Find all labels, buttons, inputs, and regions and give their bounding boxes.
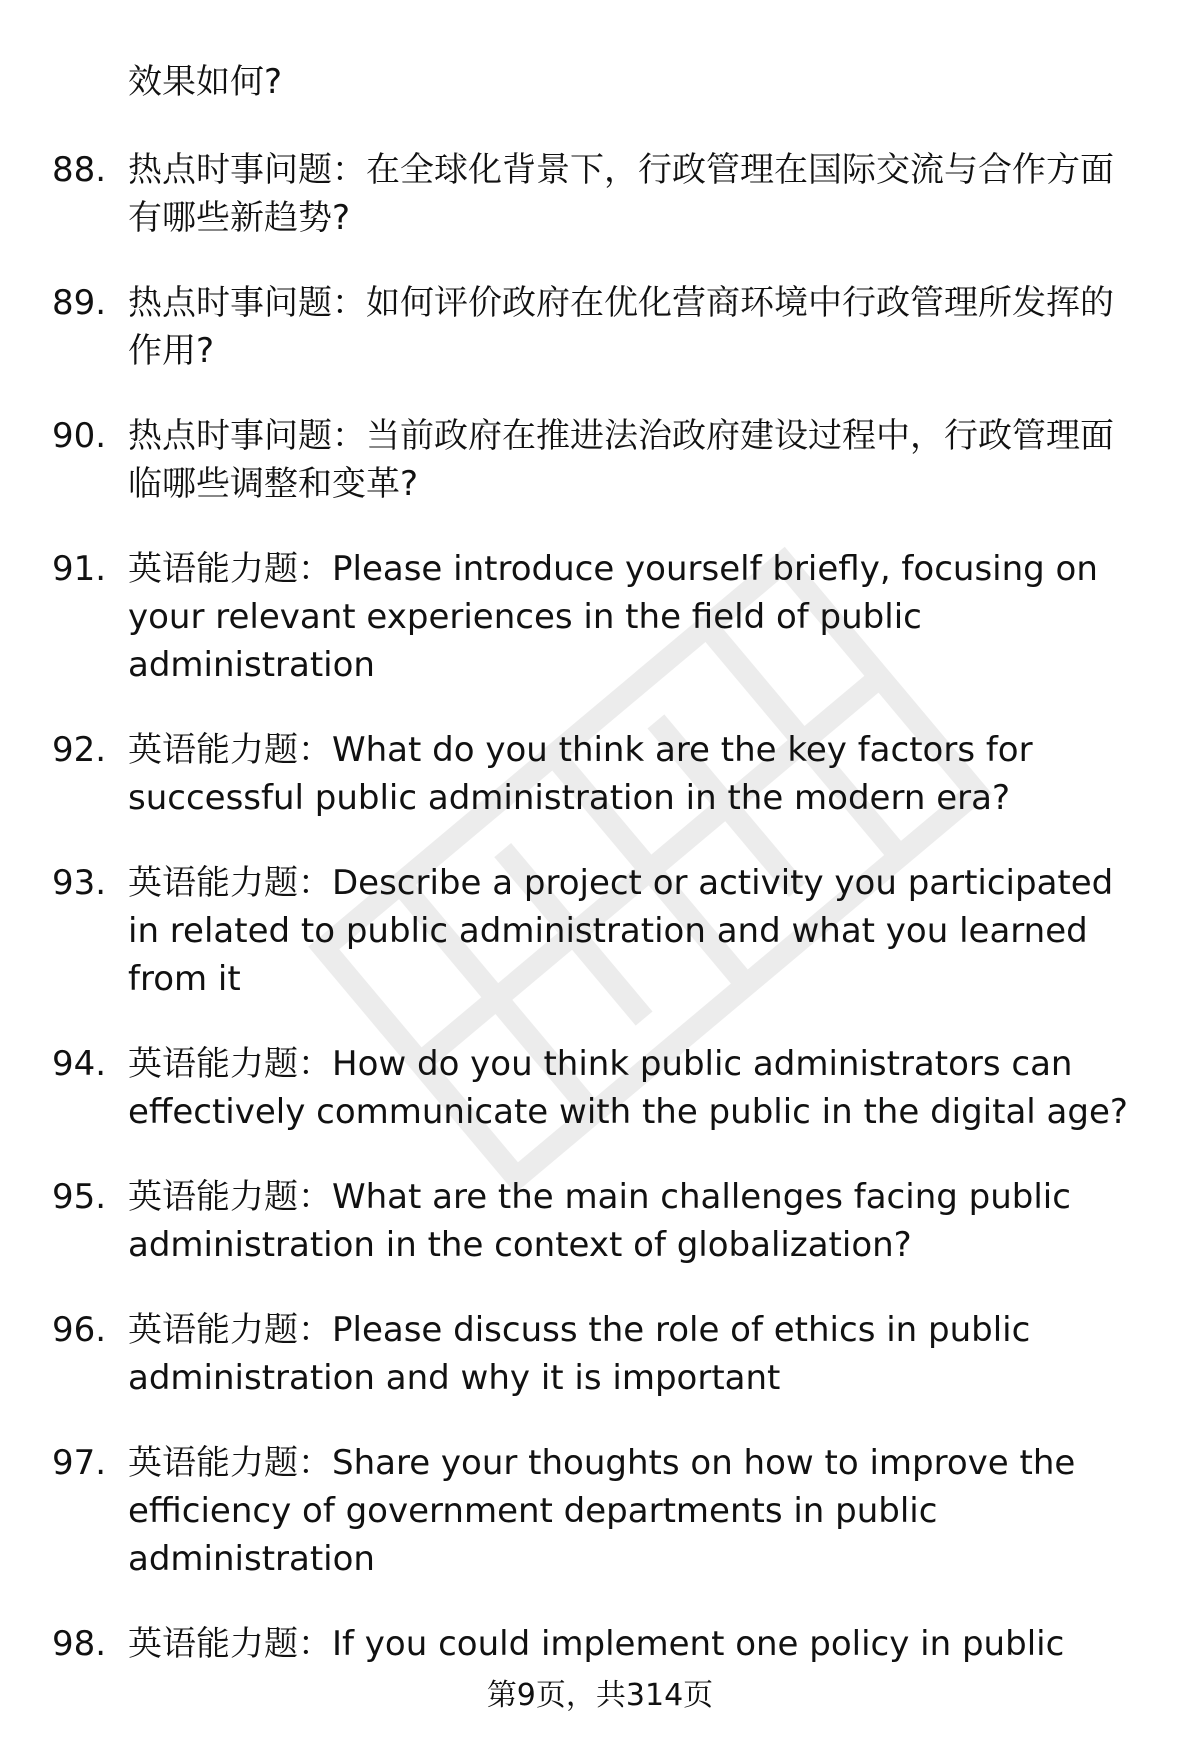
list-item [52,279,1147,375]
question-number: 91. [52,549,107,589]
continuation-text: 效果如何? [128,62,283,102]
page-footer: 第9页，共314页 [486,1678,714,1713]
question-number: 90. [52,416,107,456]
question-text: 英语能力题：Please discuss the role of ethics in public administration and why it is important [128,1310,1031,1398]
question-number: 94. [52,1044,107,1084]
list-item [52,146,1147,242]
question-text: 英语能力题：What do you think are the key factors for successful public administration in the modern era? [128,730,1033,818]
question-text: 热点时事问题：如何评价政府在优化营商环境中行政管理所发挥的作用? [128,283,1114,371]
question-text: 英语能力题：Please introduce yourself briefly, focusing on your relevant experiences in the field of public administration [128,549,1098,685]
question-number: 96. [52,1310,107,1350]
question-text: 热点时事问题：在全球化背景下，行政管理在国际交流与合作方面有哪些新趋势? [128,150,1114,238]
question-text: 英语能力题：Share your thoughts on how to improve the efficiency of government departments in public administration [128,1443,1076,1579]
list-item [52,412,1147,508]
question-number: 97. [52,1443,107,1483]
list-item [52,1439,1147,1583]
question-number: 89. [52,283,107,323]
question-number: 95. [52,1177,107,1217]
list-item [52,1173,1147,1269]
question-text: 热点时事问题：当前政府在推进法治政府建设过程中，行政管理面临哪些调整和变革? [128,416,1114,504]
list-item [52,859,1147,1003]
question-text: 英语能力题：If you could implement one policy in public [128,1624,1065,1664]
question-number: 88. [52,150,107,190]
question-text: 英语能力题：Describe a project or activity you participated in related to public administration and what you learned from it [128,863,1114,999]
list-item [52,545,1147,689]
question-number: 98. [52,1624,107,1664]
question-list [52,58,1147,1705]
question-text: 英语能力题：How do you think public administrators can effectively communicate with the public in the digital age? [128,1044,1128,1132]
list-item [52,1040,1147,1136]
list-item [52,726,1147,822]
list-item [52,1620,1147,1668]
question-number: 93. [52,863,107,903]
question-number: 92. [52,730,107,770]
question-text: 英语能力题：What are the main challenges facing public administration in the context of globalization? [128,1177,1071,1265]
list-item [52,1306,1147,1402]
